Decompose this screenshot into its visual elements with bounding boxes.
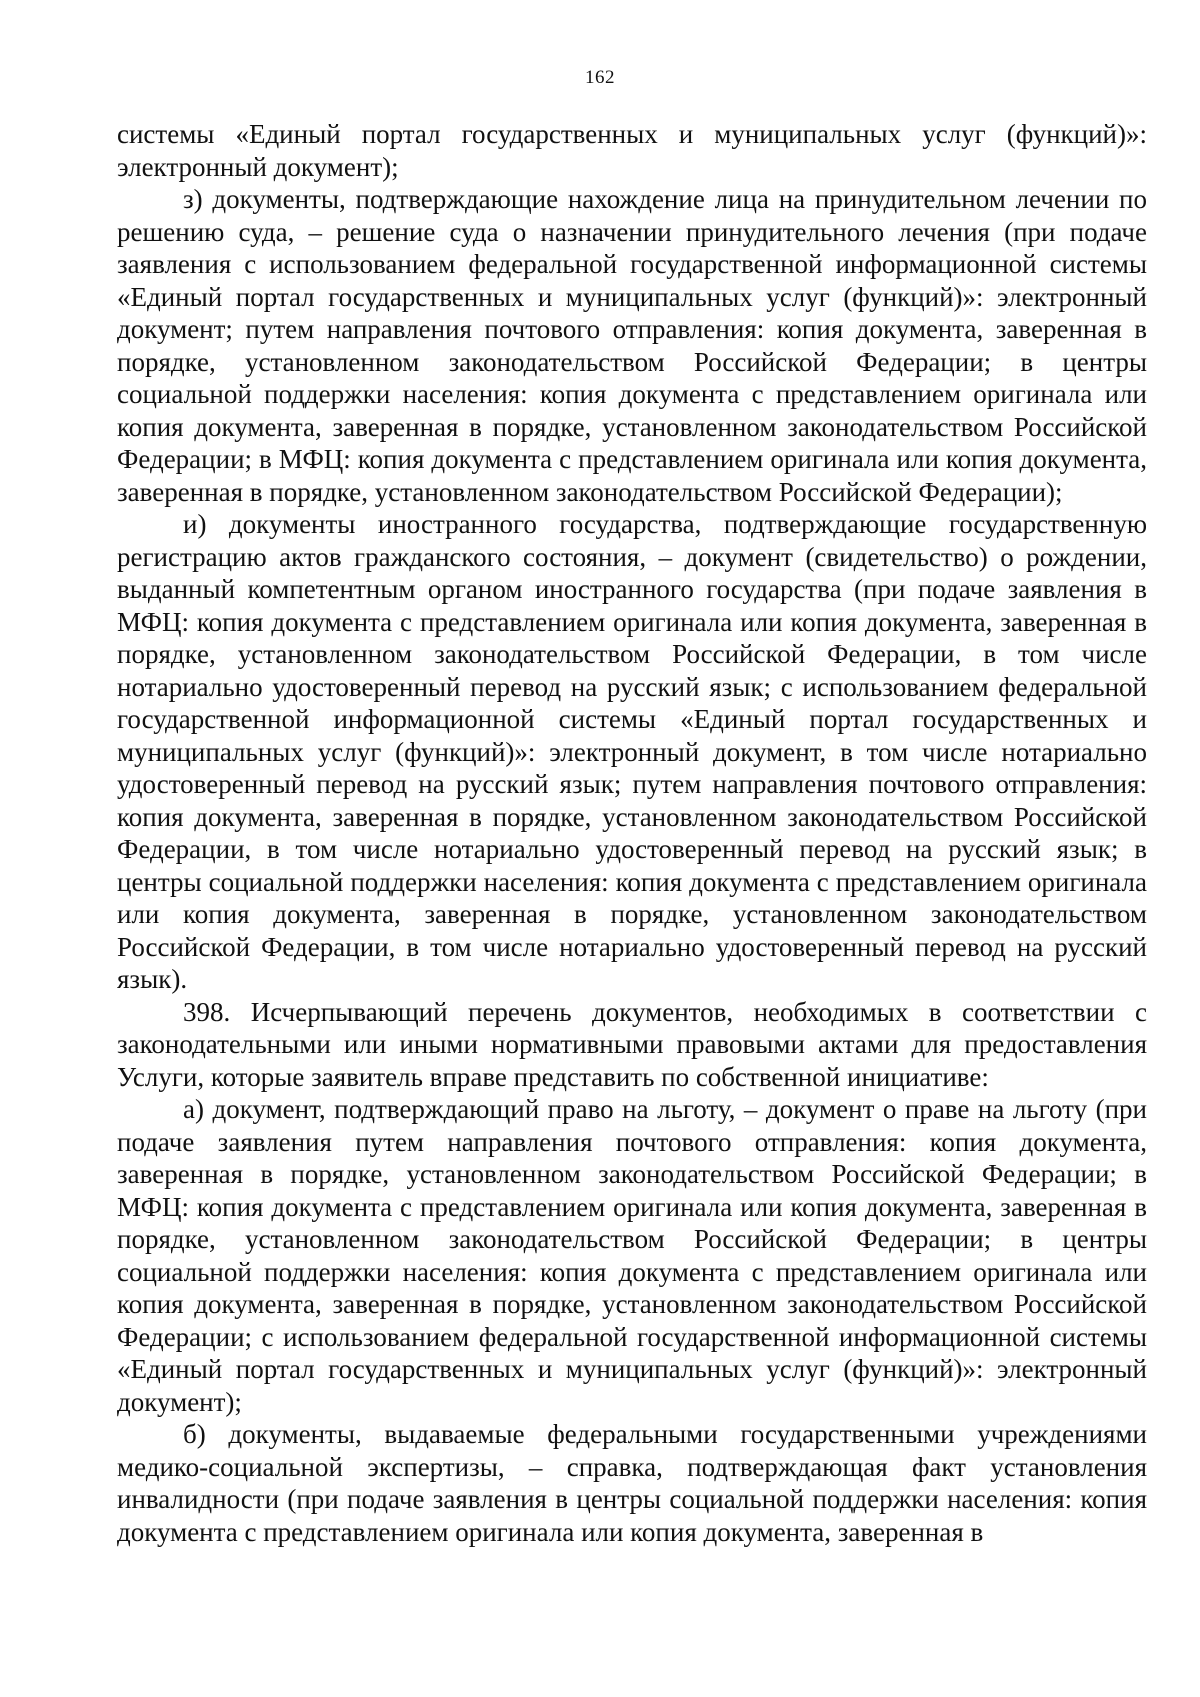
- paragraph-item-b: б) документы, выдаваемые федеральными государственными учреждениями медико-социальной экспертизы, – справка, подтверждающая факт установления инвалидности (при подаче заявления в центры социальной поддержки населения: копия документа с представлением оригинала или копия документа, заверенная в: [117, 1419, 1147, 1547]
- paragraph-continuation: системы «Единый портал государственных и муниципальных услуг (функций)»: электронный документ);: [117, 119, 1147, 182]
- paragraph-item-i: и) документы иностранного государства, подтверждающие государственную регистрацию актов гражданского состояния, – документ (свидетельство) о рождении, выданный компетентным органом иностранного государства (при подаче заявления в МФЦ: копия документа с представлением оригинала или копия документа, заверенная в порядке, установленном законодательством Российской Федерации, в том числе нотариально удостоверенный перевод на русский язык; с использованием федеральной государственной информационной системы «Единый портал государственных и муниципальных услуг (функций)»: электронный документ, в том числе нотариально удостоверенный перевод на русский язык; путем направления почтового отправления: копия документа, заверенная в порядке, установленном законодательством Российской Федерации, в том числе нотариально удостоверенный перевод на русский язык; в центры социальной поддержки населения: копия документа с представлением оригинала или копия документа, заверенная в порядке, установленном законодательством Российской Федерации, в том числе нотариально удостоверенный перевод на русский язык).: [117, 509, 1147, 994]
- paragraph-item-z: з) документы, подтверждающие нахождение лица на принудительном лечении по решению суда, – решение суда о назначении принудительного лечения (при подаче заявления с использованием федеральной государственной информационной системы «Единый портал государственных и муниципальных услуг (функций)»: электронный документ; путем направления почтового отправления: копия документа, заверенная в порядке, установленном законодательством Российской Федерации; в центры социальной поддержки населения: копия документа с представлением оригинала или копия документа, заверенная в порядке, установленном законодательством Российской Федерации; в МФЦ: копия документа с представлением оригинала или копия документа, заверенная в порядке, установленном законодательством Российской Федерации);: [117, 184, 1147, 507]
- page-number: 162: [585, 67, 615, 88]
- document-body: [117, 118, 1147, 1548]
- paragraph-item-a: а) документ, подтверждающий право на льготу, – документ о праве на льготу (при подаче заявления путем направления почтового отправления: копия документа, заверенная в порядке, установленном законодательством Российской Федерации; в МФЦ: копия документа с представлением оригинала или копия документа, заверенная в порядке, установленном законодательством Российской Федерации; в центры социальной поддержки населения: копия документа с представлением оригинала или копия документа, заверенная в порядке, установленном законодательством Российской Федерации; с использованием федеральной государственной информационной системы «Единый портал государственных и муниципальных услуг (функций)»: электронный документ);: [117, 1094, 1147, 1417]
- paragraph-clause-398: 398. Исчерпывающий перечень документов, необходимых в соответствии с законодательными или иными нормативными правовыми актами для предоставления Услуги, которые заявитель вправе представить по собственной инициативе:: [117, 996, 1147, 1092]
